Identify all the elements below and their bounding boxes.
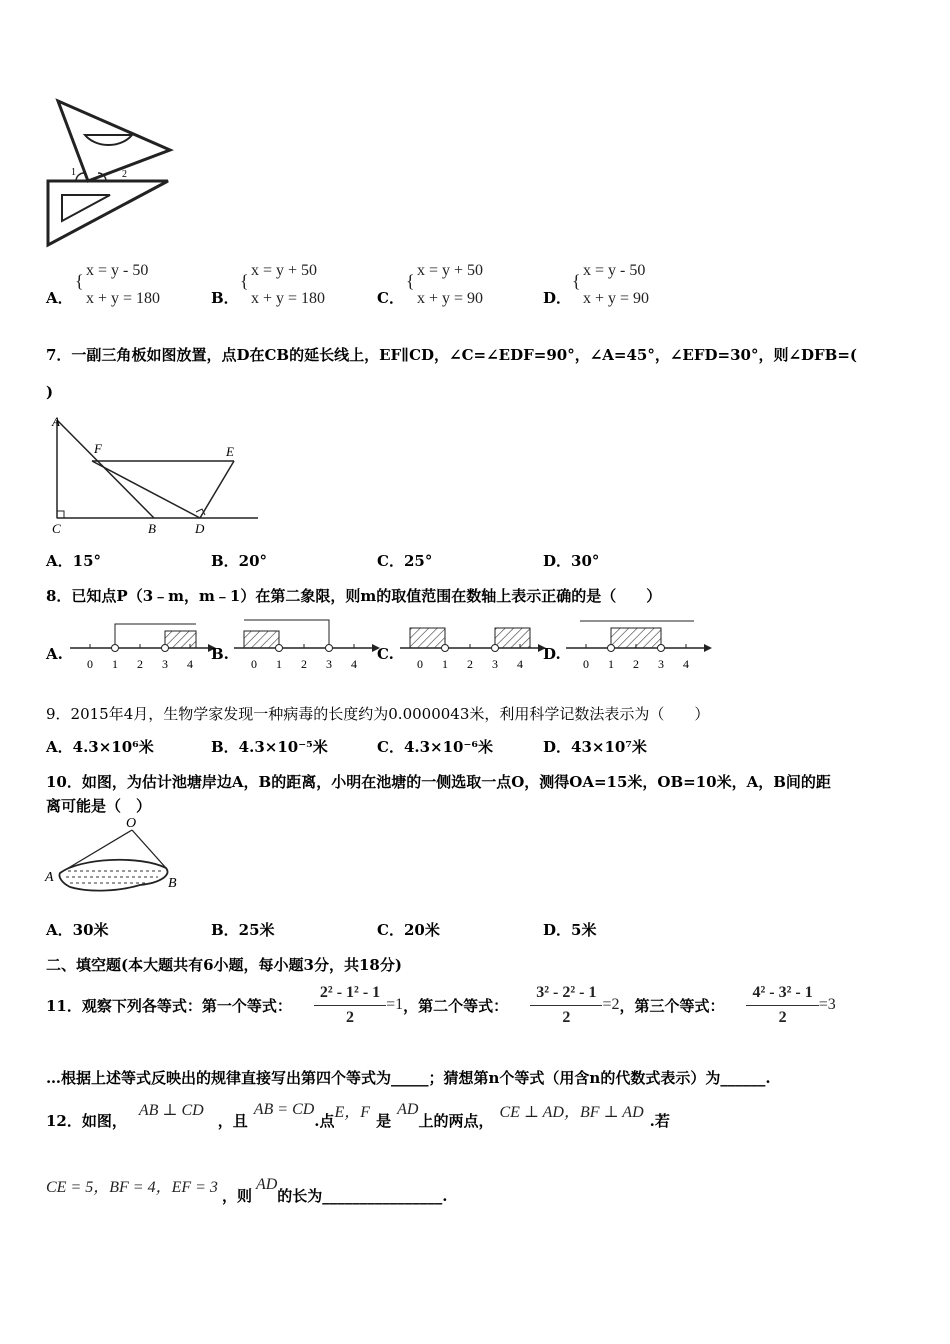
q8-number-line-b bbox=[230, 618, 380, 674]
brace-icon: { bbox=[240, 271, 249, 291]
svg-text:2: 2 bbox=[137, 657, 143, 671]
q9-text: 9．2015年4月，生物学家发现一种病毒的长度约为0.0000043米，利用科学记数法表示为（ ） bbox=[46, 705, 710, 723]
point-f-label: F bbox=[94, 441, 102, 456]
point-a-label: A bbox=[45, 870, 54, 885]
svg-text:4: 4 bbox=[683, 657, 689, 671]
q8-number-line-a bbox=[66, 618, 216, 674]
q9-option-b: B．4.3×10⁻⁵米 bbox=[211, 738, 328, 756]
svg-text:3: 3 bbox=[658, 657, 664, 671]
point-b-label: B bbox=[148, 521, 156, 536]
q11-fraction-1: $\frac{\text{2² - 1² - 1}}{2}$ bbox=[314, 984, 386, 1027]
q8-text: 8．已知点P（3﹣m，m﹣1）在第二象限，则m的取值范围在数轴上表示正确的是（ ） bbox=[46, 587, 662, 605]
svg-text:2: 2 bbox=[633, 657, 639, 671]
brace-icon: { bbox=[572, 271, 581, 291]
svg-text:2: 2 bbox=[467, 657, 473, 671]
svg-text:0: 0 bbox=[583, 657, 589, 671]
point-c-label: C bbox=[52, 521, 61, 536]
svg-text:0: 0 bbox=[87, 657, 93, 671]
q6-figure bbox=[40, 95, 180, 250]
q6-option-a-letter: A． bbox=[46, 289, 73, 307]
point-d-label: D bbox=[195, 521, 205, 536]
point-a-label: A bbox=[52, 414, 60, 429]
q10-text-continued: 离可能是（ ） bbox=[46, 797, 152, 815]
svg-text:1: 1 bbox=[608, 657, 614, 671]
svg-text:1: 1 bbox=[442, 657, 448, 671]
svg-text:4: 4 bbox=[517, 657, 523, 671]
q9-option-c: C．4.3×10⁻⁶米 bbox=[377, 738, 493, 756]
q8-number-line-c bbox=[396, 618, 546, 674]
svg-text:4: 4 bbox=[351, 657, 357, 671]
q8-option-a-letter: A. bbox=[46, 645, 63, 663]
svg-text:3: 3 bbox=[162, 657, 168, 671]
svg-text:3: 3 bbox=[492, 657, 498, 671]
q6-option-d-system: x = y - 50 x + y = 90 bbox=[583, 262, 650, 307]
svg-text:0: 0 bbox=[251, 657, 257, 671]
q6-option-d-letter: D． bbox=[543, 289, 572, 307]
svg-text:1: 1 bbox=[276, 657, 282, 671]
svg-text:2: 2 bbox=[301, 657, 307, 671]
q11-line2: …根据上述等式反映出的规律直接写出第四个等式为_____；猜想第n个等式（用含n的代数式表示）为______. bbox=[46, 1069, 771, 1087]
svg-text:3: 3 bbox=[326, 657, 332, 671]
q7-option-a: A．15° bbox=[46, 552, 102, 570]
q7-text-continued: ) bbox=[46, 383, 54, 401]
q8-option-d-letter: D. bbox=[543, 645, 561, 663]
upper-protractor-hole bbox=[85, 135, 132, 145]
svg-text:0: 0 bbox=[417, 657, 423, 671]
q6-option-a-system: x = y - 50 x + y = 180 bbox=[86, 262, 161, 307]
q7-figure bbox=[44, 410, 264, 540]
q6-option-c-letter: C． bbox=[377, 289, 404, 307]
brace-icon: { bbox=[75, 271, 84, 291]
q7-option-d: D．30° bbox=[543, 552, 600, 570]
brace-icon: { bbox=[406, 271, 415, 291]
q10-option-b: B．25米 bbox=[211, 921, 275, 939]
lower-set-square bbox=[48, 181, 168, 245]
section-2-title: 二、填空题(本大题共有6小题，每小题3分，共18分) bbox=[46, 956, 402, 974]
q10-text: 10．如图，为估计池塘岸边A，B的距离，小明在池塘的一侧选取一点O，测得OA=15米，OB=10米，A，B间的距 bbox=[46, 773, 831, 791]
q11-fraction-2: $\frac{\text{3² - 2² - 1}}{2}$ bbox=[530, 984, 602, 1027]
q10-option-c: C．20米 bbox=[377, 921, 440, 939]
q9-option-d: D．43×10⁷米 bbox=[543, 738, 647, 756]
q11-line1: 11．观察下列各等式：第一个等式： $\frac{\text{2² - 1² - 1}}{2}$ =1 ，第二个等式： $\frac{\text{3² - 2² - 1}}{2}$ =2 ，第三个等式： $\frac{\text{4² - 3² - 1}}{2}$ =3 bbox=[46, 983, 836, 1026]
point-e-label: E bbox=[226, 444, 234, 459]
q11-fraction-3: $\frac{\text{4² - 3² - 1}}{2}$ bbox=[746, 984, 818, 1027]
point-o-label: O bbox=[126, 816, 137, 831]
q10-option-a: A．30米 bbox=[46, 921, 109, 939]
q9-option-a: A．4.3×10⁶米 bbox=[46, 738, 154, 756]
svg-text:1: 1 bbox=[112, 657, 118, 671]
q10-option-d: D．5米 bbox=[543, 921, 597, 939]
q8-option-b-letter: B. bbox=[211, 645, 229, 663]
angle-2-label: 2 bbox=[122, 169, 127, 180]
q6-option-b-system: x = y + 50 x + y = 180 bbox=[251, 262, 326, 307]
svg-text:4: 4 bbox=[187, 657, 193, 671]
q6-option-b-letter: B． bbox=[211, 289, 239, 307]
q12-line2: CE = 5，BF = 4，EF = 3 ，则 AD 的长为________________. bbox=[46, 1176, 448, 1205]
q8-number-line-d bbox=[562, 618, 712, 674]
q7-option-b: B．20° bbox=[211, 552, 268, 570]
q10-pond-figure bbox=[40, 813, 190, 898]
q7-option-c: C．25° bbox=[377, 552, 433, 570]
q12-line1: 12．如图， AB ⊥ CD ，且 AB = CD .点 E，F 是 AD 上的两点， CE ⊥ AD，BF ⊥ AD .若 bbox=[46, 1101, 670, 1130]
point-b-label: B bbox=[168, 876, 177, 891]
q8-option-c-letter: C. bbox=[377, 645, 394, 663]
q7-text: 7．一副三角板如图放置，点D在CB的延长线上，EF∥CD，∠C=∠EDF=90°，∠A=45°，∠EFD=30°，则∠DFB=( bbox=[46, 346, 858, 364]
angle-1-label: 1 bbox=[71, 167, 76, 178]
q6-option-c-system: x = y + 50 x + y = 90 bbox=[417, 262, 484, 307]
